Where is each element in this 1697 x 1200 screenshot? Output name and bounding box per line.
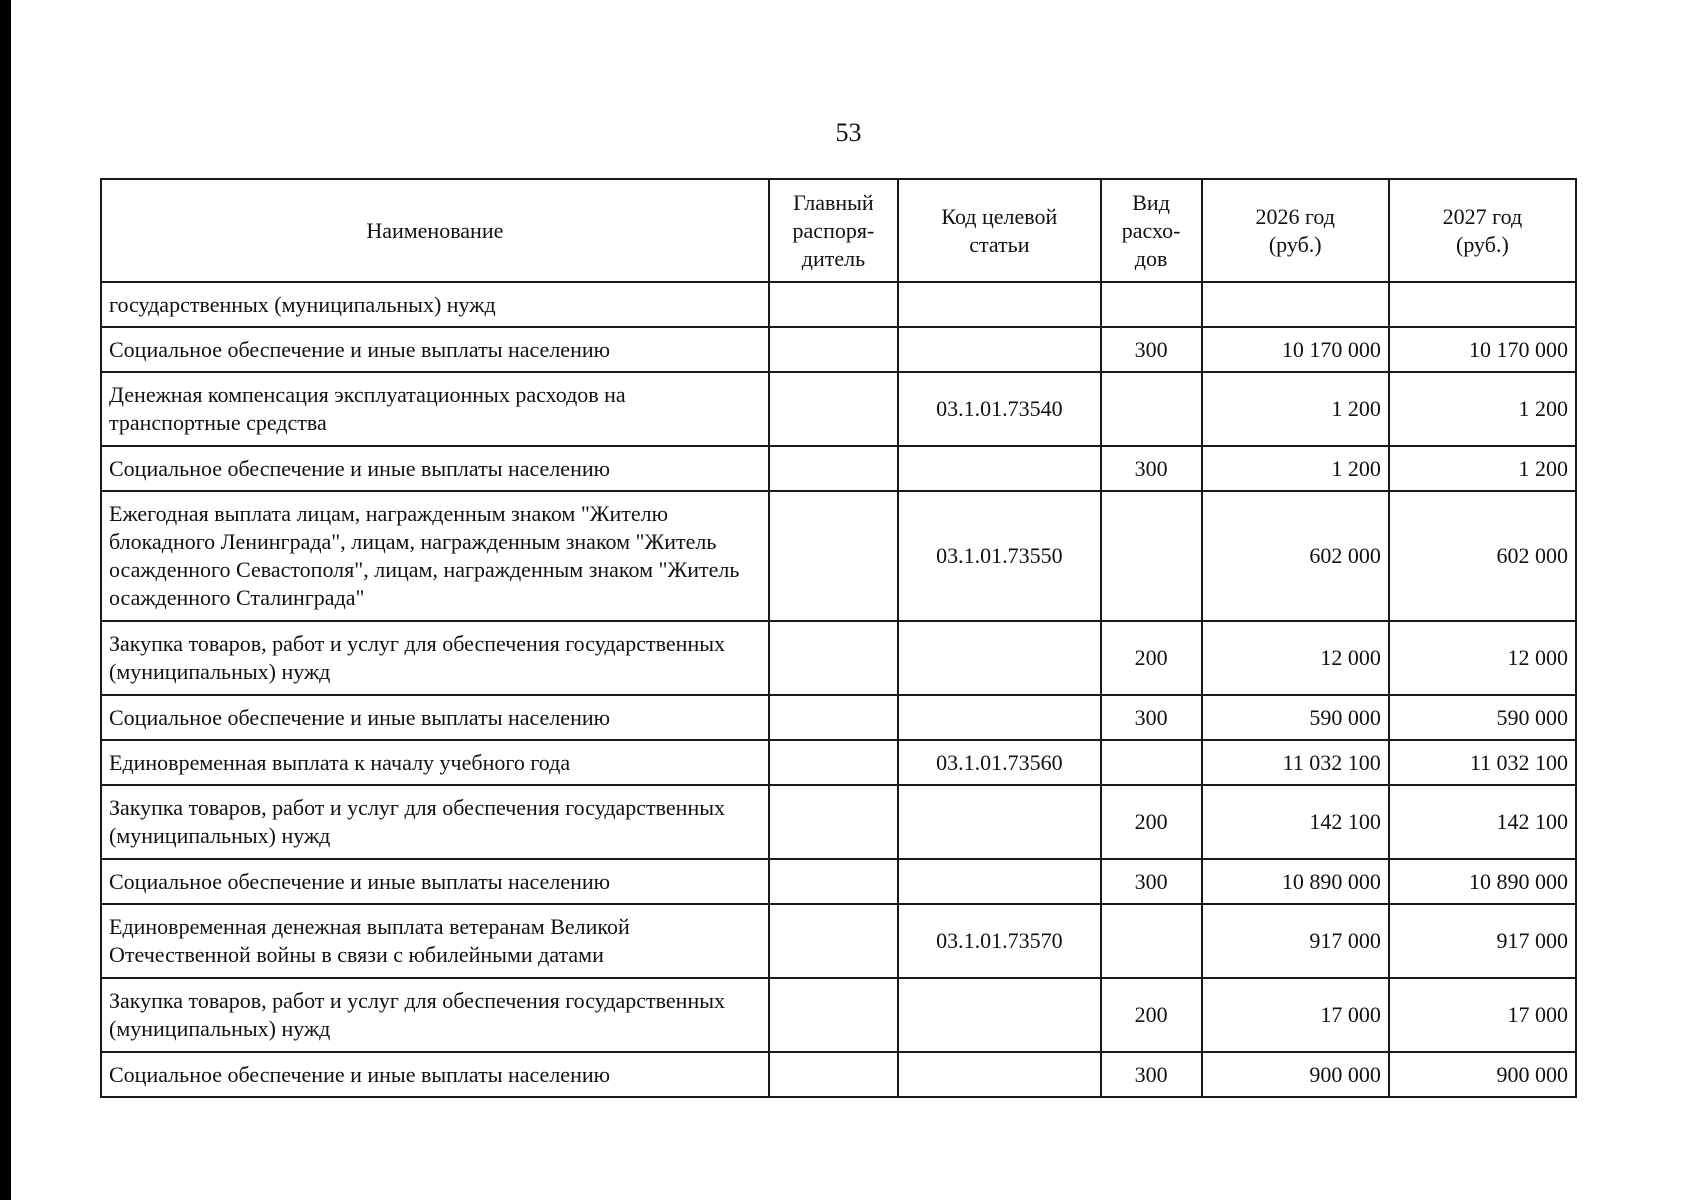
table-row [101, 327, 1576, 372]
header-admin-line2: распоря- [792, 217, 875, 243]
cell-admin [769, 491, 898, 621]
header-code-line2: статьи [969, 231, 1030, 257]
table-row [101, 621, 1576, 695]
budget-table [100, 178, 1577, 1098]
cell-code [898, 446, 1100, 491]
cell-code: 03.1.01.73550 [898, 491, 1100, 621]
table-body [101, 282, 1576, 1097]
header-y2026-line1: 2026 год [1255, 203, 1335, 229]
table-row [101, 859, 1576, 904]
cell-code [898, 695, 1100, 740]
cell-type [1101, 904, 1202, 978]
table-row [101, 978, 1576, 1052]
table-row [101, 372, 1576, 446]
cell-2027 [1389, 282, 1576, 327]
table-row [101, 446, 1576, 491]
header-target-code [898, 179, 1100, 282]
table-row [101, 740, 1576, 785]
cell-2026: 10 170 000 [1202, 327, 1389, 372]
cell-admin [769, 695, 898, 740]
cell-admin [769, 621, 898, 695]
cell-type: 300 [1101, 327, 1202, 372]
table-header [101, 179, 1576, 282]
table-row [101, 695, 1576, 740]
cell-2026: 11 032 100 [1202, 740, 1389, 785]
cell-name: Единовременная выплата к началу учебного года [101, 740, 769, 785]
cell-code [898, 1052, 1100, 1097]
header-admin-line1: Главный [793, 189, 874, 215]
cell-admin [769, 978, 898, 1052]
cell-code: 03.1.01.73540 [898, 372, 1100, 446]
cell-name: государственных (муниципальных) нужд [101, 282, 769, 327]
cell-type: 200 [1101, 621, 1202, 695]
header-year-2026 [1202, 179, 1389, 282]
header-code-line1: Код целевой [941, 203, 1058, 229]
cell-type [1101, 282, 1202, 327]
cell-admin [769, 372, 898, 446]
header-chief-administrator [769, 179, 898, 282]
cell-2027: 10 890 000 [1389, 859, 1576, 904]
cell-name: Единовременная денежная выплата ветеранам Великой Отечественной войны в связи с юбилейными датами [101, 904, 769, 978]
cell-code [898, 978, 1100, 1052]
cell-type [1101, 740, 1202, 785]
cell-code [898, 621, 1100, 695]
cell-name: Закупка товаров, работ и услуг для обеспечения государственных (муниципальных) нужд [101, 785, 769, 859]
cell-type: 300 [1101, 695, 1202, 740]
header-y2026-line2: (руб.) [1268, 231, 1322, 257]
cell-name: Денежная компенсация эксплуатационных расходов на транспортные средства [101, 372, 769, 446]
cell-type: 200 [1101, 978, 1202, 1052]
cell-2027: 12 000 [1389, 621, 1576, 695]
cell-type [1101, 372, 1202, 446]
header-name [101, 179, 769, 282]
cell-2027: 17 000 [1389, 978, 1576, 1052]
cell-name: Ежегодная выплата лицам, награжденным знаком "Жителю блокадного Ленинграда", лицам, награжденным знаком "Житель осажденного Севастополя", лицам, награжденным знаком "Житель осажденного Сталинграда" [101, 491, 769, 621]
cell-2026: 142 100 [1202, 785, 1389, 859]
cell-2026: 1 200 [1202, 372, 1389, 446]
page-number: 53 [835, 118, 862, 147]
table-row [101, 1052, 1576, 1097]
header-expense-type [1101, 179, 1202, 282]
cell-2026: 1 200 [1202, 446, 1389, 491]
header-year-2027 [1389, 179, 1576, 282]
cell-type: 200 [1101, 785, 1202, 859]
header-y2027-line2: (руб.) [1456, 231, 1509, 257]
cell-name: Социальное обеспечение и иные выплаты населению [101, 327, 769, 372]
cell-type: 300 [1101, 446, 1202, 491]
cell-name: Социальное обеспечение и иные выплаты населению [101, 859, 769, 904]
header-name-text: Наименование [366, 217, 504, 243]
cell-2027: 1 200 [1389, 446, 1576, 491]
table-row [101, 282, 1576, 327]
cell-admin [769, 904, 898, 978]
cell-code: 03.1.01.73570 [898, 904, 1100, 978]
cell-2027: 917 000 [1389, 904, 1576, 978]
cell-name: Закупка товаров, работ и услуг для обеспечения государственных (муниципальных) нужд [101, 978, 769, 1052]
cell-type: 300 [1101, 859, 1202, 904]
cell-2026 [1202, 282, 1389, 327]
cell-2026: 12 000 [1202, 621, 1389, 695]
header-type-line2: расхо- [1121, 217, 1181, 243]
cell-2027: 10 170 000 [1389, 327, 1576, 372]
cell-name: Социальное обеспечение и иные выплаты населению [101, 695, 769, 740]
cell-code [898, 859, 1100, 904]
header-admin-line3: дитель [801, 245, 866, 271]
cell-admin [769, 446, 898, 491]
cell-code [898, 282, 1100, 327]
cell-type: 300 [1101, 1052, 1202, 1097]
table-row [101, 785, 1576, 859]
cell-name: Социальное обеспечение и иные выплаты населению [101, 1052, 769, 1097]
cell-admin [769, 785, 898, 859]
cell-admin [769, 740, 898, 785]
cell-2027: 602 000 [1389, 491, 1576, 621]
cell-2027: 900 000 [1389, 1052, 1576, 1097]
cell-name: Социальное обеспечение и иные выплаты населению [101, 446, 769, 491]
cell-2026: 10 890 000 [1202, 859, 1389, 904]
cell-2027: 1 200 [1389, 372, 1576, 446]
cell-2026: 17 000 [1202, 978, 1389, 1052]
cell-type [1101, 491, 1202, 621]
cell-code [898, 327, 1100, 372]
cell-admin [769, 859, 898, 904]
cell-admin [769, 282, 898, 327]
cell-2026: 590 000 [1202, 695, 1389, 740]
cell-2027: 590 000 [1389, 695, 1576, 740]
header-y2027-line1: 2027 год [1442, 203, 1523, 229]
table-row [101, 904, 1576, 978]
cell-admin [769, 327, 898, 372]
header-type-line3: дов [1134, 245, 1168, 271]
cell-code [898, 785, 1100, 859]
cell-name: Закупка товаров, работ и услуг для обеспечения государственных (муниципальных) нужд [101, 621, 769, 695]
cell-2026: 917 000 [1202, 904, 1389, 978]
cell-2027: 11 032 100 [1389, 740, 1576, 785]
cell-admin [769, 1052, 898, 1097]
scan-border [0, 0, 11, 1200]
cell-code: 03.1.01.73560 [898, 740, 1100, 785]
table-row [101, 491, 1576, 621]
header-type-line1: Вид [1132, 189, 1170, 215]
cell-2027: 142 100 [1389, 785, 1576, 859]
header-row [101, 179, 1576, 282]
cell-2026: 602 000 [1202, 491, 1389, 621]
cell-2026: 900 000 [1202, 1052, 1389, 1097]
